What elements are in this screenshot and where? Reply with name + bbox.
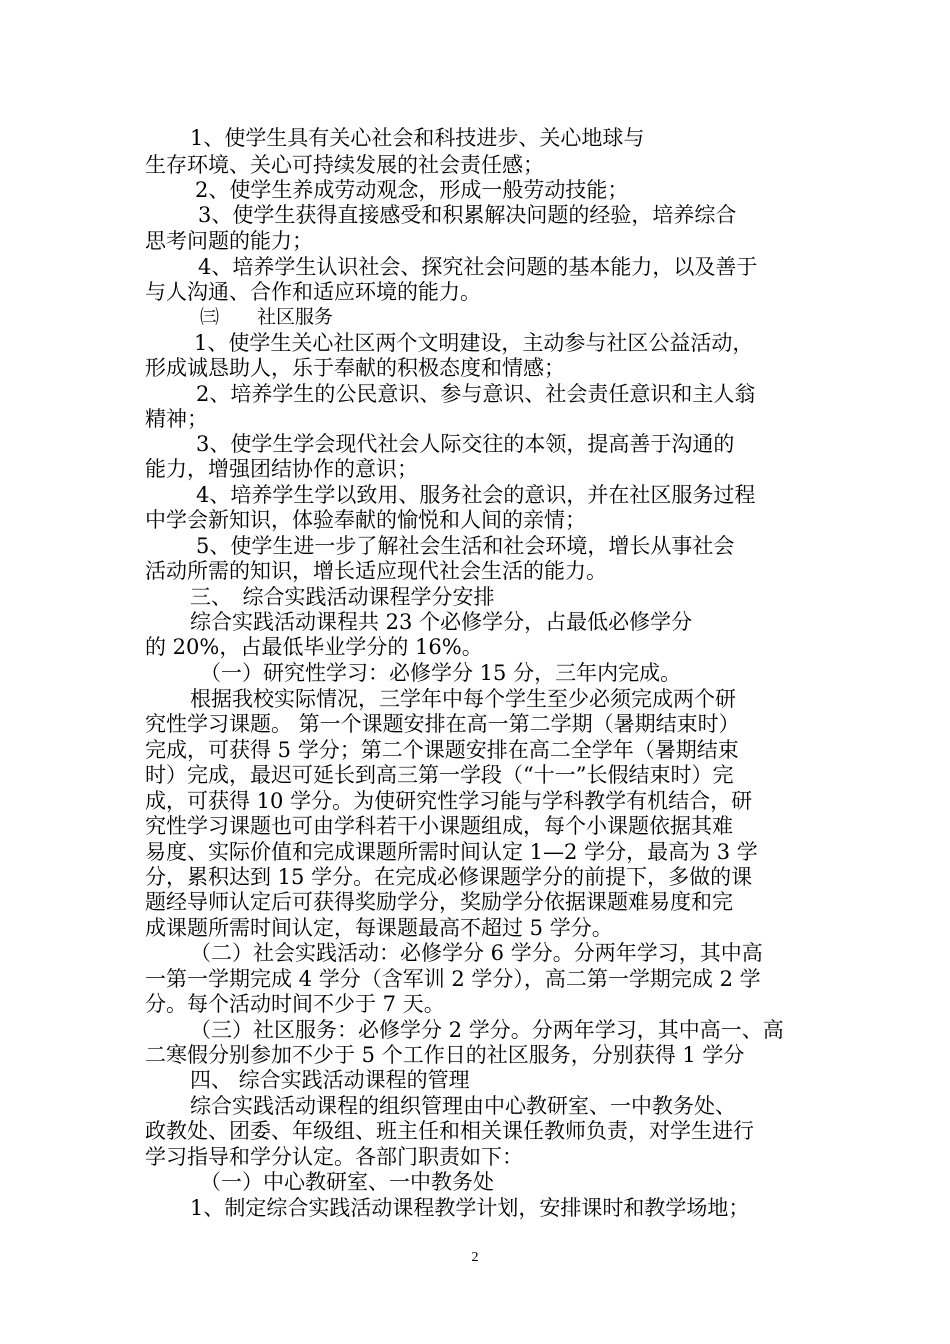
section-heading: 四、 综合实践活动课程的管理 — [190, 1068, 470, 1092]
text-line: 二寒假分别参加不少于 5 个工作日的社区服务，分别获得 1 学分 — [145, 1043, 745, 1067]
text-line: 2、使学生养成劳动观念，形成一般劳动技能； — [195, 178, 629, 202]
text-line: 1、使学生关心社区两个文明建设，主动参与社区公益活动， — [194, 331, 754, 355]
subsection-heading: （三）社区服务：必修学分 2 学分。分两年学习，其中高一、高 — [190, 1018, 784, 1042]
text-line: 一第一学期完成 4 学分（含军训 2 学分），高二第一学期完成 2 学 — [145, 967, 761, 991]
subsection-heading: （一）研究性学习：必修学分 15 分，三年内完成。 — [200, 661, 682, 685]
text-line: 究性学习课题。 第一个课题安排在高一第二学期（暑期结束时） — [145, 712, 740, 736]
text-line: 成课题所需时间认定，每课题最高不超过 5 学分。 — [145, 916, 613, 940]
text-line: 能力，增强团结协作的意识； — [145, 457, 418, 481]
subsection-heading: （一）中心教研室、一中教务处 — [200, 1170, 494, 1194]
text-line: 4、培养学生学以致用、服务社会的意识，并在社区服务过程 — [196, 483, 756, 507]
text-line: 究性学习课题也可由学科若干小课题组成，每个小课题依据其难 — [145, 814, 733, 838]
text-line: 根据我校实际情况，三学年中每个学生至少必须完成两个研 — [190, 687, 736, 711]
text-line: 时）完成，最迟可延长到高三第一学段（“十一”长假结束时）完 — [145, 763, 734, 787]
subsection-heading: （二）社会实践活动：必修学分 6 学分。分两年学习，其中高 — [190, 941, 763, 965]
text-line: 综合实践活动课程的组织管理由中心教研室、一中教务处、 — [190, 1094, 736, 1118]
text-line: 成，可获得 10 学分。为使研究性学习能与学科教学有机结合，研 — [145, 789, 753, 813]
section-heading: 三、 综合实践活动课程学分安排 — [190, 585, 495, 609]
page-number: 2 — [471, 1250, 479, 1265]
text-line: 中学会新知识，体验奉献的愉悦和人间的亲情； — [145, 508, 586, 532]
text-line: 思考问题的能力； — [145, 229, 313, 253]
text-line: 政教处、团委、年级组、班主任和相关课任教师负责，对学生进行 — [145, 1119, 754, 1143]
text-line: 综合实践活动课程共 23 个必修学分，占最低必修学分 — [190, 610, 693, 634]
text-line: 1、制定综合实践活动课程教学计划，安排课时和教学场地； — [190, 1196, 750, 1220]
text-line: 分。每个活动时间不少于 7 天。 — [145, 992, 445, 1016]
text-line: 4、培养学生认识社会、探究社会问题的基本能力，以及善于 — [198, 255, 758, 279]
text-line: 形成诚恳助人，乐于奉献的积极态度和情感； — [145, 356, 565, 380]
text-line: 1、使学生具有关心社会和科技进步、关心地球与 — [190, 126, 645, 150]
text-line: 完成，可获得 5 学分；第二个课题安排在高二全学年（暑期结束 — [145, 738, 739, 762]
text-line: 学习指导和学分认定。各部门职责如下： — [145, 1145, 523, 1169]
text-line: 精神； — [145, 407, 208, 431]
section-heading: ㈢ 社区服务 — [200, 306, 334, 328]
text-line: 题经导师认定后可获得奖励学分，奖励学分依据课题难易度和完 — [145, 890, 733, 914]
text-line: 的 20%，占最低毕业学分的 16%。 — [145, 635, 483, 659]
text-line: 2、培养学生的公民意识、参与意识、社会责任意识和主人翁 — [196, 382, 756, 406]
text-line: 分，累积达到 15 学分。在完成必修课题学分的前提下，多做的课 — [145, 865, 753, 889]
text-line: 与人沟通、合作和适应环境的能力。 — [145, 280, 481, 304]
text-line: 5、使学生进一步了解社会生活和社会环境，增长从事社会 — [196, 534, 735, 558]
text-line: 3、使学生学会现代社会人际交往的本领，提高善于沟通的 — [196, 432, 735, 456]
text-line: 活动所需的知识，增长适应现代社会生活的能力。 — [145, 559, 607, 583]
text-line: 易度、实际价值和完成课题所需时间认定 1—2 学分，最高为 3 学 — [145, 840, 758, 864]
text-line: 生存环境、关心可持续发展的社会责任感； — [145, 153, 544, 177]
text-line: 3、使学生获得直接感受和积累解决问题的经验，培养综合 — [198, 203, 737, 227]
